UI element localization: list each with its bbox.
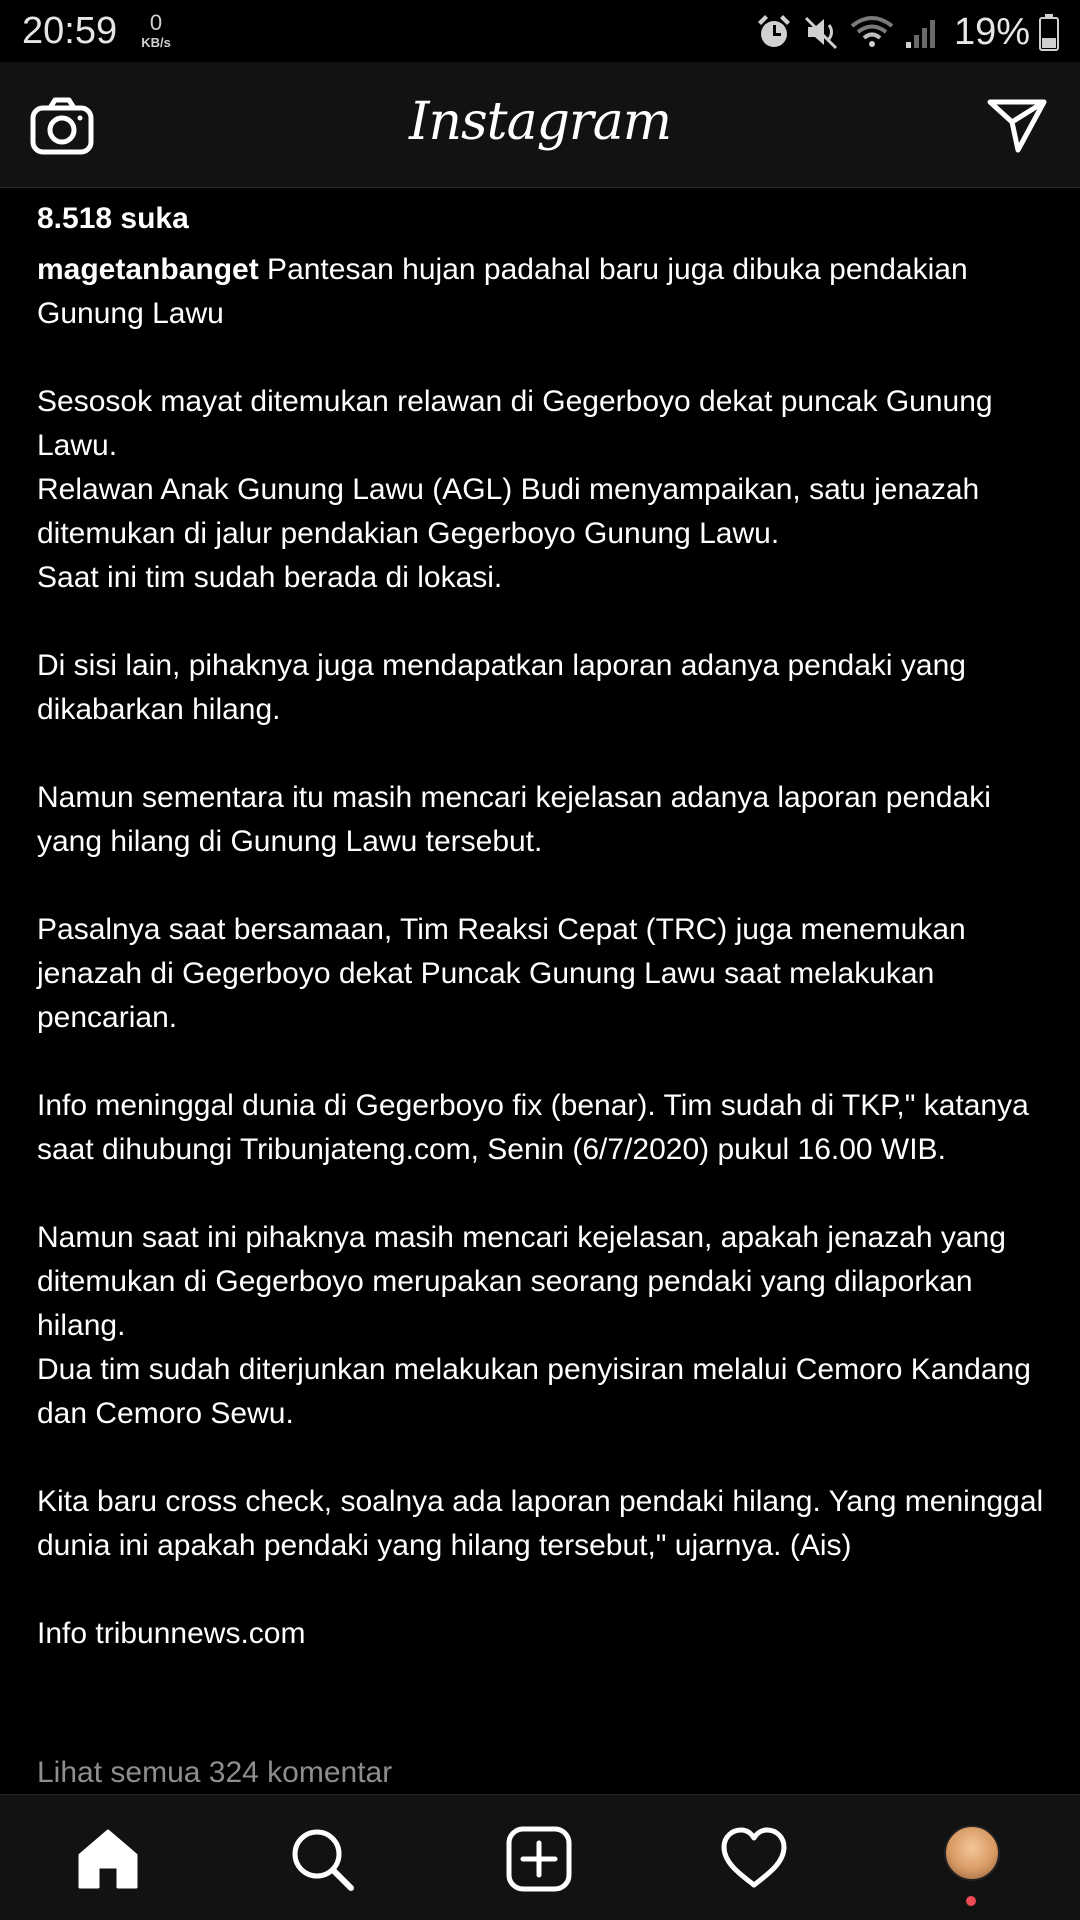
caption-paragraph: Namun saat ini pihaknya masih mencari kejelasan, apakah jenazah yang ditemukan di Gegerboyo merupakan seorang pendaki yang dilaporkan hilang. [37,1221,1006,1342]
direct-message-button[interactable] [986,96,1048,154]
network-speed-value: 0 [149,10,163,35]
activity-heart-icon [720,1825,788,1893]
profile-avatar[interactable] [944,1825,1000,1881]
nav-activity-button[interactable] [720,1825,788,1893]
caption-paragraph: Di sisi lain, pihaknya juga mendapatkan laporan adanya pendaki yang dikabarkan hilang. [37,649,966,726]
nav-add-post-button[interactable] [505,1825,573,1893]
like-count[interactable]: 8.518 suka [37,202,189,235]
caption-paragraph: Dua tim sudah diterjunkan melakukan penyisiran melalui Cemoro Kandang dan Cemoro Sewu. [37,1353,1031,1430]
nav-home-button[interactable] [74,1825,142,1893]
status-time: 20:59 [22,10,118,52]
bottom-navigation [0,1794,1080,1920]
status-icons [754,10,1060,54]
caption-paragraph: Saat ini tim sudah berada di lokasi. [37,561,503,594]
home-icon [74,1825,142,1893]
add-post-icon [505,1825,573,1893]
search-icon [288,1825,356,1893]
caption-paragraph: Pasalnya saat bersamaan, Tim Reaksi Cepat (TRC) juga menemukan jenazah di Gegerboyo dekat Puncak Gunung Lawu saat melakukan pencarian. [37,913,966,1034]
post-username[interactable]: magetanbanget [37,253,259,286]
network-speed-unit: KB/s [141,35,171,50]
view-all-comments-link[interactable]: Lihat semua 324 komentar [37,1756,393,1789]
direct-message-icon [986,96,1048,154]
caption-paragraph: Kita baru cross check, soalnya ada laporan pendaki hilang. Yang meninggal dunia ini apakah pendaki yang hilang tersebut," ujarnya. (Ais) [37,1485,1044,1562]
caption-paragraph: Relawan Anak Gunung Lawu (AGL) Budi menyampaikan, satu jenazah ditemukan di jalur pendakian Gegerboyo Gunung Lawu. [37,473,980,550]
mute-icon [802,12,842,52]
caption-intro [37,248,1047,336]
notification-dot [966,1896,976,1906]
post-caption [37,248,1047,1656]
wifi-icon [850,12,894,52]
battery-percent: 19% [953,10,1030,53]
caption-first-line: Pantesan hujan padahal baru juga dibuka pendakian Gunung Lawu [37,253,968,330]
caption-paragraph: Namun sementara itu masih mencari kejelasan adanya laporan pendaki yang hilang di Gunung Lawu tersebut. [37,781,991,858]
post-content [0,188,1080,1794]
caption-paragraph: Info meninggal dunia di Gegerboyo fix (benar). Tim sudah di TKP," katanya saat dihubungi Tribunjateng.com, Senin (6/7/2020) pukul 16.00 WIB. [37,1089,1029,1166]
app-logo: Instagram [408,92,672,152]
signal-icon [902,12,942,52]
network-speed [136,12,176,49]
app-top-bar [0,62,1080,188]
battery-icon [1038,12,1060,52]
status-bar [0,0,1080,62]
caption-paragraph: Sesosok mayat ditemukan relawan di Gegerboyo dekat puncak Gunung Lawu. [37,385,993,462]
nav-search-button[interactable] [288,1825,356,1893]
alarm-icon [754,12,794,52]
caption-source: Info tribunnews.com [37,1617,306,1650]
